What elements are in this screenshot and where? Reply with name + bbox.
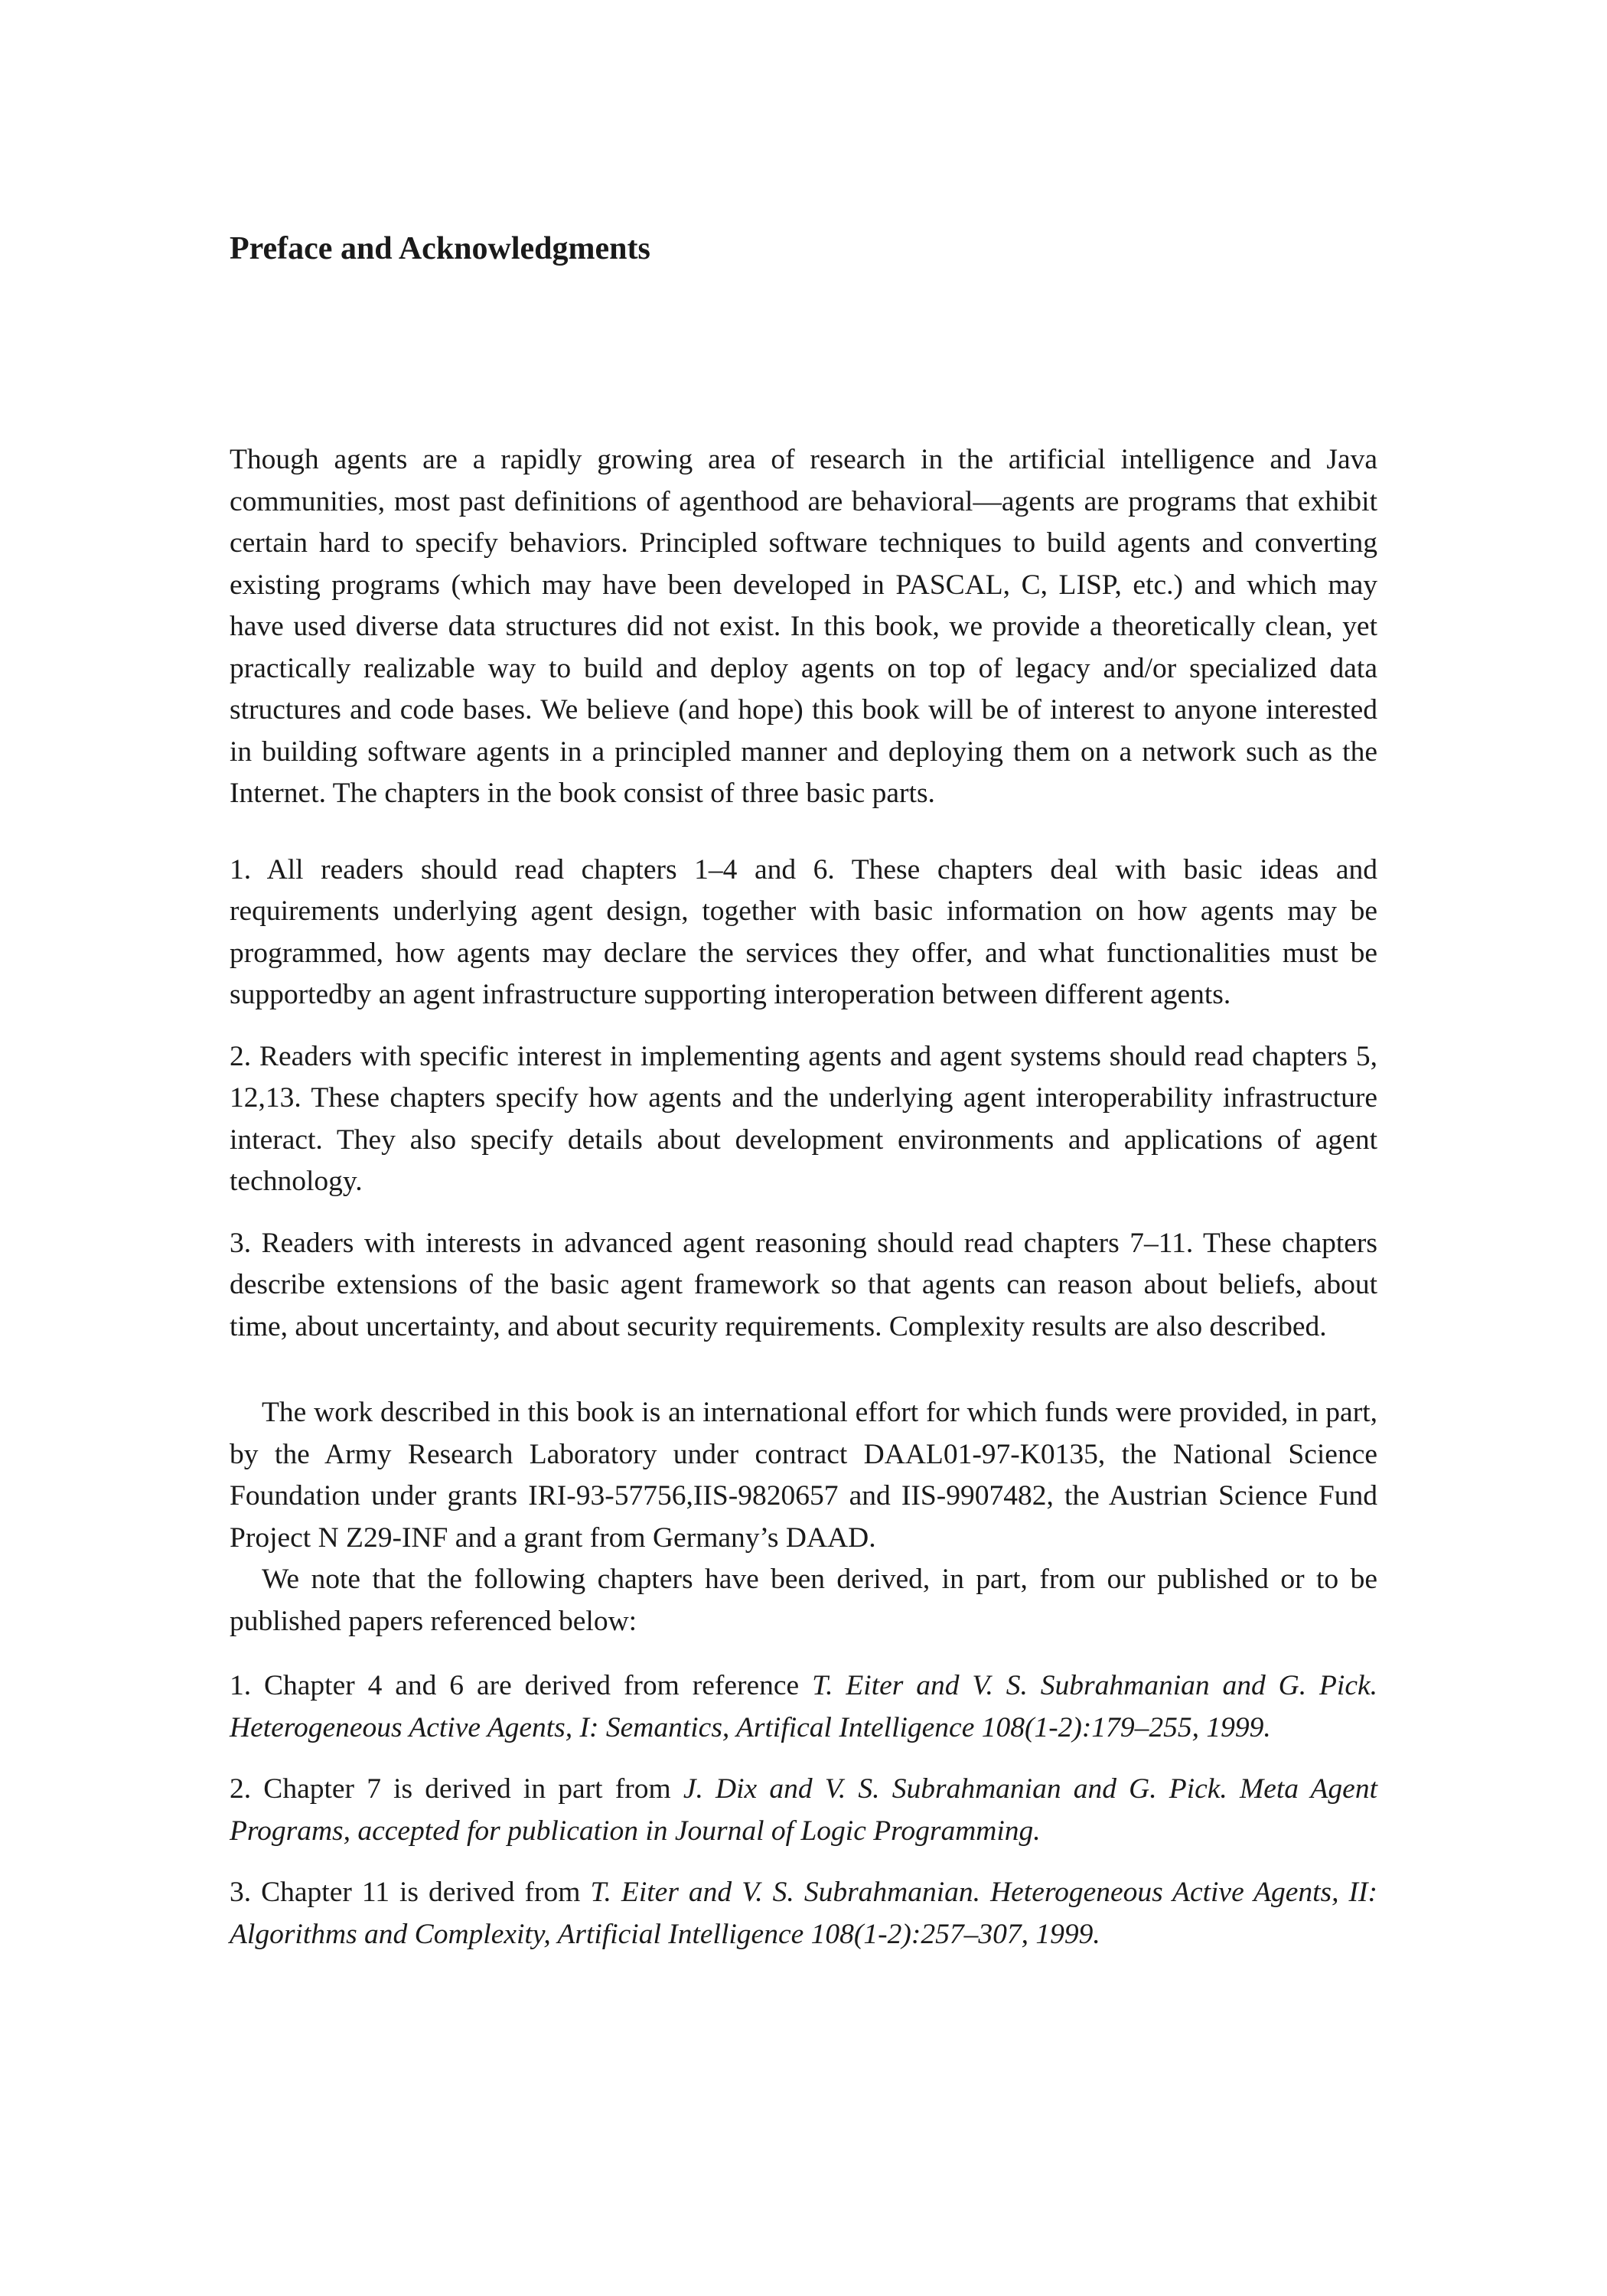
reference-item: [230, 1665, 1377, 1749]
reference-citation: T. Eiter and V. S. Subrahmanian and G. Pick. Heterogeneous Active Agents, I: Semantics, Artifical Intelligence 108(1-2):179–255, 1999.: [230, 1670, 1377, 1743]
funding-paragraph: The work described in this book is an international effort for which funds were provided, in part, by the Army Research Laboratory under contract DAAL01-97-K0135, the National Science Foundation under grants IRI-93-57756,IIS-9820657 and IIS-9907482, the Austrian Science Fund Project N Z29-INF and a grant from Germany’s DAAD.: [230, 1397, 1377, 1554]
document-page: [230, 230, 1377, 1955]
reading-guide-list: [230, 850, 1377, 1349]
intro-paragraph: Though agents are a rapidly growing area of research in the artificial intelligence and Java communities, most past definitions of agenthood are behavioral—agents are programs that exhibit certain hard to specify behaviors. Principled software techniques to build agents and converting existing programs (which may have been developed in PASCAL, C, LISP, etc.) and which may have used diverse data structures did not exist. In this book, we provide a theoretically clean, yet practically realizable way to build and deploy agents on top of legacy and/or specialized data structures and code bases. We believe (and hope) this book will be of interest to anyone interested in building software agents in a principled manner and deploying them on a network such as the Internet. The chapters in the book consist of three basic parts.: [230, 444, 1377, 810]
reference-lead: 1. Chapter 4 and 6 are derived from reference: [230, 1670, 813, 1702]
reference-lead: 2. Chapter 7 is derived in part from: [230, 1773, 683, 1805]
page-title: Preface and Acknowledgments: [230, 231, 650, 266]
list-item: 3. Readers with interests in advanced agent reasoning should read chapters 7–11. These chapters describe extensions of the basic agent framework so that agents can reason about beliefs, about time, about uncertainty, and about security requirements. Complexity results are also described.: [230, 1227, 1377, 1342]
reference-citation: J. Dix and V. S. Subrahmanian and G. Pick. Meta Agent Programs, accepted for publication in Journal of Logic Programming.: [230, 1773, 1377, 1847]
derivation-note: We note that the following chapters have been derived, in part, from our published or to be published papers referenced below:: [230, 1564, 1377, 1637]
list-item: 1. All readers should read chapters 1–4 and 6. These chapters deal with basic ideas and requirements underlying agent design, together with basic information on how agents may be programmed, how agents may declare the services they offer, and what functionalities must be supportedby an agent infrastructure supporting interoperation between different agents.: [230, 853, 1377, 1011]
reference-item: [230, 1872, 1377, 1955]
reference-list: [230, 1665, 1377, 1955]
reference-lead: 3. Chapter 11 is derived from: [230, 1877, 591, 1909]
reference-item: [230, 1769, 1377, 1852]
reference-citation: T. Eiter and V. S. Subrahmanian. Heterogeneous Active Agents, II: Algorithms and Complexity, Artificial Intelligence 108(1-2):257–307, 1999.: [230, 1877, 1377, 1950]
list-item: 2. Readers with specific interest in implementing agents and agent systems should read chapters 5, 12,13. These chapters specify how agents and the underlying agent interoperability infrastructure interact. They also specify details about development environments and applications of agent technology.: [230, 1040, 1377, 1198]
